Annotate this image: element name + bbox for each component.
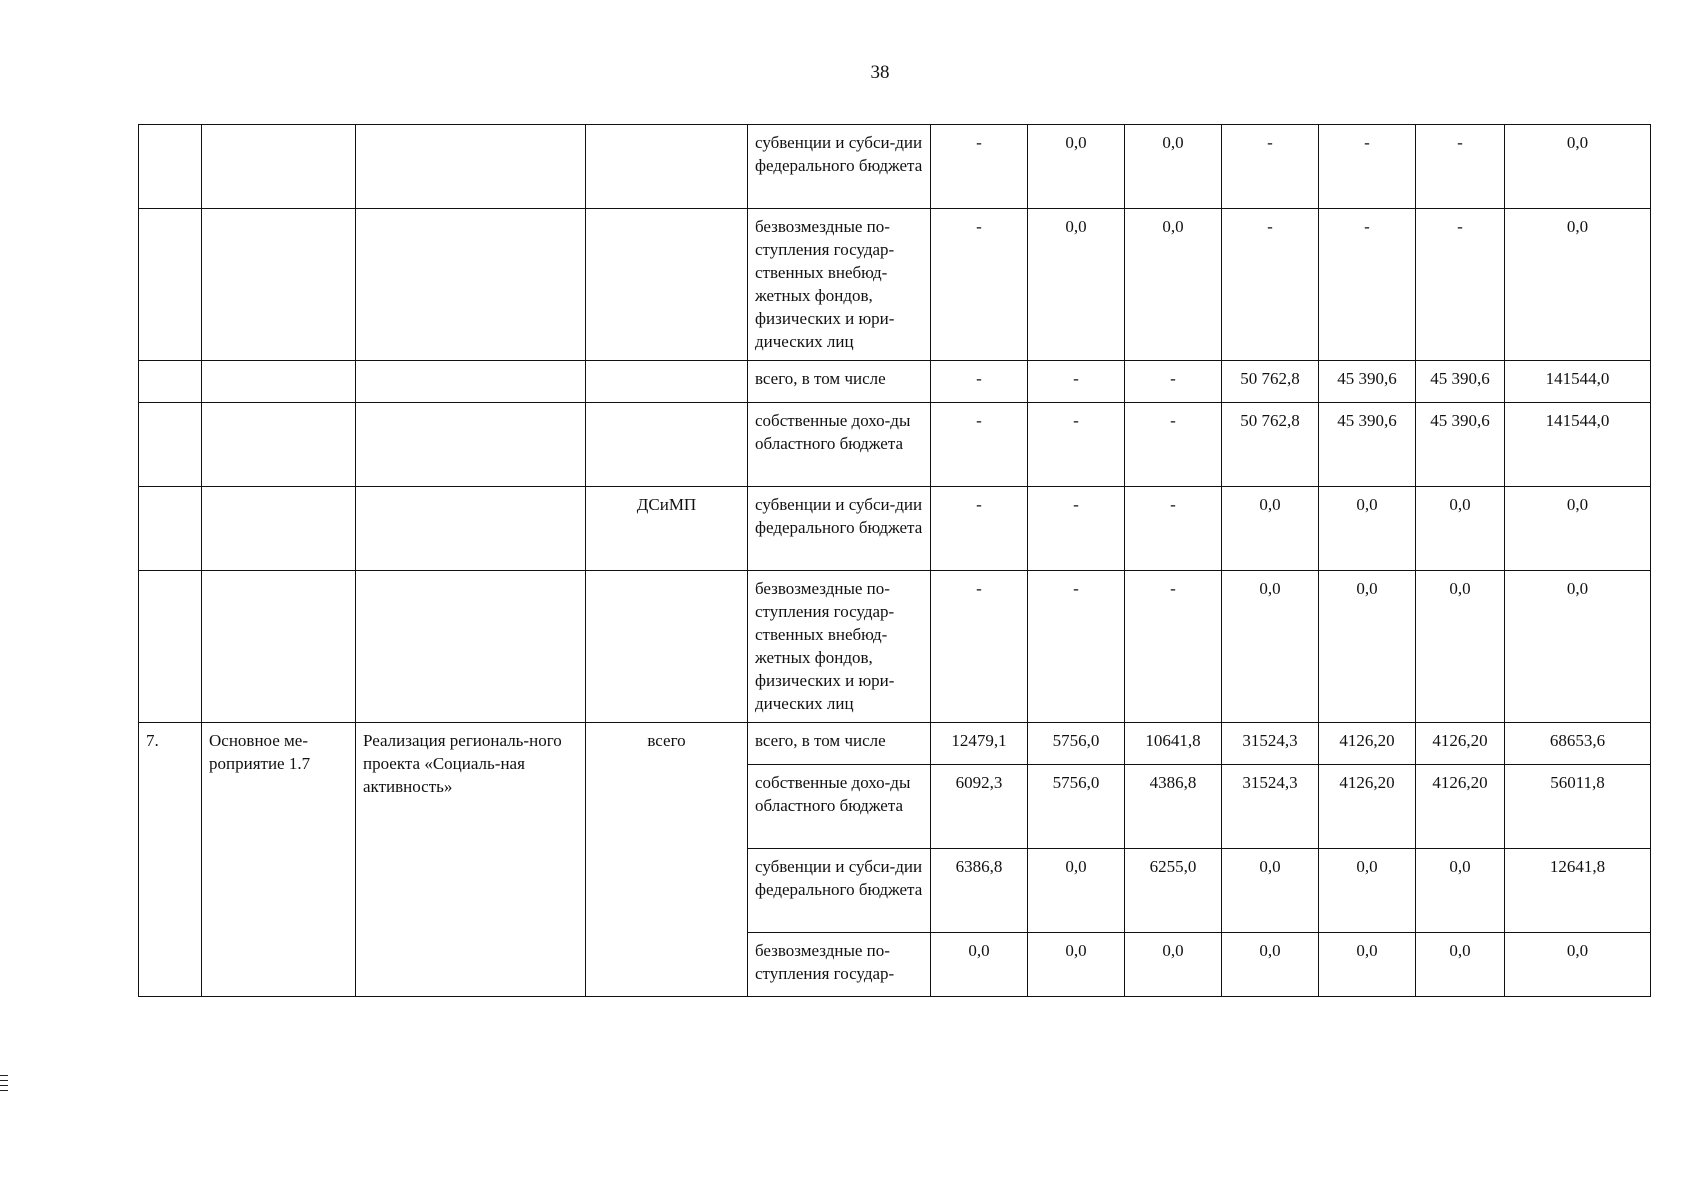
value-cell: -: [931, 125, 1028, 209]
value-cell: -: [1222, 125, 1319, 209]
value-cell: -: [1319, 125, 1416, 209]
value-cell: 5756,0: [1028, 765, 1125, 849]
executor-cell: всего: [586, 723, 748, 997]
value-cell: -: [931, 403, 1028, 487]
row-number-cell: 7.: [139, 723, 202, 997]
value-cell: 0,0: [1505, 487, 1651, 571]
value-cell: 4126,20: [1416, 765, 1505, 849]
value-cell: -: [1028, 571, 1125, 723]
value-cell: 0,0: [1222, 849, 1319, 933]
table-body-item-7: [139, 723, 1651, 997]
value-cell: 68653,6: [1505, 723, 1651, 765]
value-cell: 12479,1: [931, 723, 1028, 765]
value-cell: -: [1416, 209, 1505, 361]
row-number-cell: [139, 403, 202, 487]
funding-source-cell: собственные дохо-ды областного бюджета: [748, 765, 931, 849]
value-cell: 12641,8: [1505, 849, 1651, 933]
executor-cell: [586, 361, 748, 403]
margin-marks: [0, 1075, 10, 1095]
name-cell: [356, 571, 586, 723]
funding-source-cell: собственные дохо-ды областного бюджета: [748, 403, 931, 487]
value-cell: 56011,8: [1505, 765, 1651, 849]
row-number-cell: [139, 125, 202, 209]
code-cell: [202, 125, 356, 209]
value-cell: 0,0: [1028, 209, 1125, 361]
value-cell: -: [1222, 209, 1319, 361]
value-cell: 0,0: [1505, 933, 1651, 997]
value-cell: -: [1125, 403, 1222, 487]
value-cell: 141544,0: [1505, 361, 1651, 403]
value-cell: 0,0: [1319, 571, 1416, 723]
budget-table: [138, 124, 1651, 997]
value-cell: 0,0: [1125, 209, 1222, 361]
value-cell: 50 762,8: [1222, 361, 1319, 403]
value-cell: 10641,8: [1125, 723, 1222, 765]
value-cell: 31524,3: [1222, 765, 1319, 849]
row-number-cell: [139, 361, 202, 403]
value-cell: 0,0: [1028, 125, 1125, 209]
value-cell: 4126,20: [1416, 723, 1505, 765]
code-cell: [202, 571, 356, 723]
value-cell: -: [1416, 125, 1505, 209]
code-cell: [202, 487, 356, 571]
value-cell: 0,0: [1028, 849, 1125, 933]
value-cell: 6386,8: [931, 849, 1028, 933]
name-cell: [356, 361, 586, 403]
value-cell: 0,0: [1505, 209, 1651, 361]
table-row: [139, 125, 1651, 209]
code-cell: [202, 209, 356, 361]
value-cell: -: [931, 209, 1028, 361]
funding-source-cell: всего, в том числе: [748, 723, 931, 765]
value-cell: 0,0: [1222, 933, 1319, 997]
value-cell: 45 390,6: [1416, 403, 1505, 487]
value-cell: 4126,20: [1319, 765, 1416, 849]
value-cell: 0,0: [1125, 933, 1222, 997]
value-cell: 45 390,6: [1319, 361, 1416, 403]
value-cell: 50 762,8: [1222, 403, 1319, 487]
value-cell: -: [1319, 209, 1416, 361]
value-cell: 141544,0: [1505, 403, 1651, 487]
value-cell: -: [1125, 487, 1222, 571]
page-number: 38: [870, 62, 890, 83]
funding-source-cell: субвенции и субси-дии федерального бюджета: [748, 125, 931, 209]
value-cell: -: [1028, 403, 1125, 487]
value-cell: 0,0: [931, 933, 1028, 997]
value-cell: -: [931, 487, 1028, 571]
value-cell: 0,0: [1416, 849, 1505, 933]
table-row: [139, 487, 1651, 571]
value-cell: 0,0: [1125, 125, 1222, 209]
code-cell: Основное ме-роприятие 1.7: [202, 723, 356, 997]
value-cell: 6255,0: [1125, 849, 1222, 933]
row-number-cell: [139, 571, 202, 723]
value-cell: 0,0: [1319, 849, 1416, 933]
funding-source-cell: безвозмездные по-ступления государ-ственных внебюд-жетных фондов, физических и юри-дических лиц: [748, 209, 931, 361]
funding-source-cell: субвенции и субси-дии федерального бюджета: [748, 487, 931, 571]
table-row: [139, 403, 1651, 487]
table-row: [139, 209, 1651, 361]
funding-source-cell: безвозмездные по-ступления государ-ственных внебюд-жетных фондов, физических и юри-дических лиц: [748, 571, 931, 723]
name-cell: Реализация региональ-ного проекта «Социаль-ная активность»: [356, 723, 586, 997]
table-row: [139, 723, 1651, 765]
funding-source-cell: безвозмездные по-ступления государ-: [748, 933, 931, 997]
value-cell: 0,0: [1222, 571, 1319, 723]
value-cell: 4386,8: [1125, 765, 1222, 849]
value-cell: -: [931, 571, 1028, 723]
funding-source-cell: всего, в том числе: [748, 361, 931, 403]
value-cell: 0,0: [1416, 571, 1505, 723]
value-cell: 0,0: [1505, 571, 1651, 723]
table-row: [139, 361, 1651, 403]
value-cell: -: [1125, 361, 1222, 403]
table-row: [139, 571, 1651, 723]
name-cell: [356, 125, 586, 209]
executor-cell: [586, 403, 748, 487]
value-cell: 0,0: [1319, 933, 1416, 997]
value-cell: 45 390,6: [1416, 361, 1505, 403]
executor-cell: [586, 125, 748, 209]
table-body-continuation: [139, 125, 1651, 723]
executor-cell: ДСиМП: [586, 487, 748, 571]
funding-source-cell: субвенции и субси-дии федерального бюджета: [748, 849, 931, 933]
value-cell: 6092,3: [931, 765, 1028, 849]
row-number-cell: [139, 209, 202, 361]
name-cell: [356, 403, 586, 487]
code-cell: [202, 403, 356, 487]
value-cell: 0,0: [1028, 933, 1125, 997]
row-number-cell: [139, 487, 202, 571]
value-cell: 0,0: [1416, 933, 1505, 997]
value-cell: 0,0: [1319, 487, 1416, 571]
value-cell: 5756,0: [1028, 723, 1125, 765]
value-cell: 0,0: [1416, 487, 1505, 571]
value-cell: -: [1028, 361, 1125, 403]
value-cell: 0,0: [1222, 487, 1319, 571]
name-cell: [356, 209, 586, 361]
value-cell: 0,0: [1505, 125, 1651, 209]
value-cell: -: [931, 361, 1028, 403]
name-cell: [356, 487, 586, 571]
value-cell: 31524,3: [1222, 723, 1319, 765]
executor-cell: [586, 571, 748, 723]
executor-cell: [586, 209, 748, 361]
code-cell: [202, 361, 356, 403]
value-cell: 45 390,6: [1319, 403, 1416, 487]
value-cell: 4126,20: [1319, 723, 1416, 765]
value-cell: -: [1028, 487, 1125, 571]
value-cell: -: [1125, 571, 1222, 723]
